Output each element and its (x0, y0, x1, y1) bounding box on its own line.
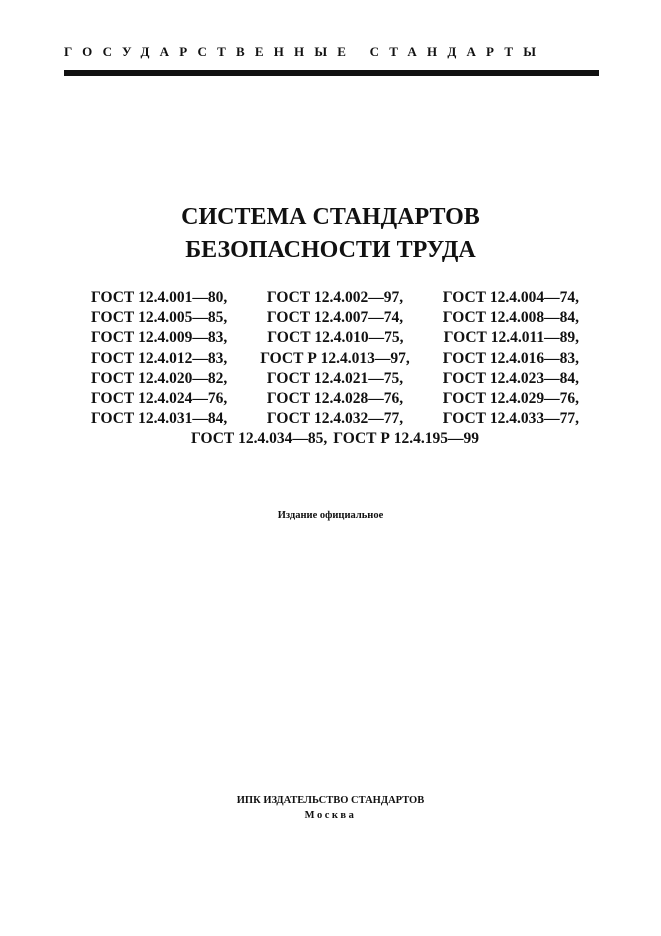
standards-row-last (91, 429, 579, 449)
header-rule (64, 70, 599, 76)
standards-list (91, 288, 579, 450)
standard-number: ГОСТ 12.4.009—83, (91, 329, 228, 347)
standard-number: ГОСТ 12.4.011—89, (443, 329, 579, 347)
standard-number: ГОСТ Р 12.4.013—97, (260, 349, 410, 367)
series-header: ГОСУДАРСТВЕННЫЕ СТАНДАРТЫ (64, 44, 547, 59)
standard-number: ГОСТ 12.4.028—76, (266, 389, 404, 407)
standards-row (91, 409, 579, 429)
standard-number: ГОСТ 12.4.012—83, (91, 349, 228, 367)
standard-number: ГОСТ 12.4.004—74, (442, 289, 579, 306)
standard-number: ГОСТ 12.4.023—84, (442, 369, 579, 387)
standard-number: ГОСТ 12.4.001—80, (91, 289, 228, 306)
standards-row (91, 389, 579, 409)
standard-number: ГОСТ 12.4.016—83, (442, 349, 579, 367)
standard-number: ГОСТ 12.4.029—76, (442, 389, 579, 407)
standards-row (91, 369, 579, 389)
standards-row (91, 288, 579, 308)
publisher-city: Москва (304, 810, 357, 821)
standard-number: ГОСТ 12.4.008—84, (442, 309, 579, 327)
standard-number: ГОСТ 12.4.032—77, (266, 410, 404, 428)
standard-number: ГОСТ 12.4.034—85, (191, 430, 328, 448)
standard-number: ГОСТ 12.4.010—75, (267, 329, 404, 347)
standard-number: ГОСТ 12.4.021—75, (266, 369, 404, 387)
standards-row (91, 308, 579, 328)
standard-number: ГОСТ Р 12.4.195—99 (333, 430, 479, 448)
standard-number: ГОСТ 12.4.031—84, (91, 410, 228, 428)
standard-number: ГОСТ 12.4.005—85, (91, 309, 228, 327)
publisher-name: ИПК ИЗДАТЕЛЬСТВО СТАНДАРТОВ (236, 795, 425, 806)
standard-number: ГОСТ 12.4.033—77, (442, 410, 579, 428)
document-title (0, 201, 661, 267)
standard-number: ГОСТ 12.4.024—76, (91, 389, 228, 407)
standard-number: ГОСТ 12.4.020—82, (91, 369, 228, 387)
standard-number: ГОСТ 12.4.007—74, (266, 309, 404, 327)
standard-number: ГОСТ 12.4.002—97, (266, 289, 404, 306)
edition-note: Издание официальное (277, 510, 384, 521)
standards-row (91, 328, 579, 348)
standards-row (91, 349, 579, 369)
title-line-1: СИСТЕМА СТАНДАРТОВ (181, 204, 480, 230)
title-line-2: БЕЗОПАСНОСТИ ТРУДА (185, 237, 476, 263)
